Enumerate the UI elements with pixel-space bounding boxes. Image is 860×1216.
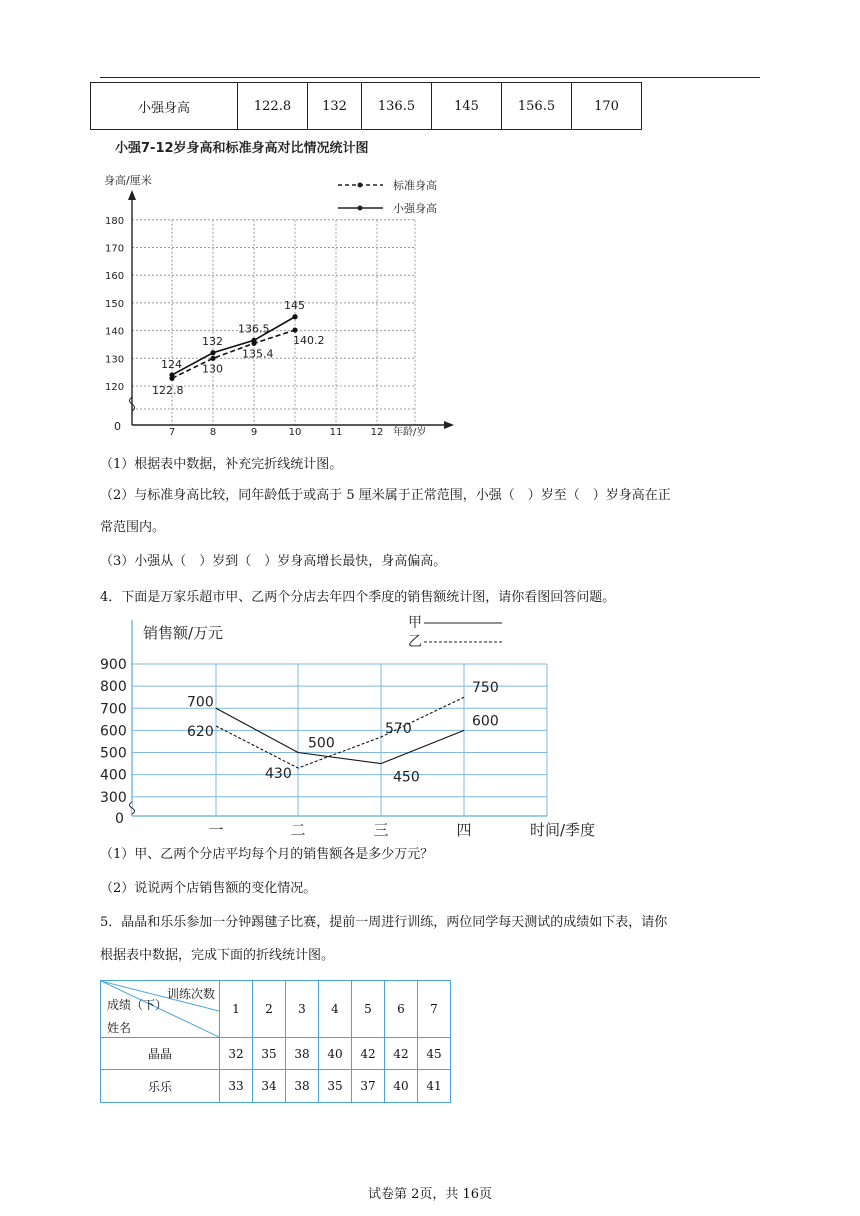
x-tick-label: 10 [288, 427, 302, 438]
table-cell: 37 [352, 1070, 385, 1103]
table-cell: 42 [385, 1038, 418, 1070]
col-header: 2 [253, 981, 286, 1038]
legend-label-jia: 甲 [408, 615, 422, 631]
series-line-jia [216, 708, 464, 763]
table-cell: 145 [432, 83, 502, 130]
y-tick-label: 600 [100, 723, 127, 740]
data-label: 750 [472, 680, 499, 697]
q3-part2b: 常范围内。 [100, 520, 166, 535]
legend-label-yi: 乙 [408, 634, 422, 650]
table-cell: 122.8 [238, 83, 308, 130]
legend-label-standard: 标准身高 [393, 179, 437, 192]
kick-score-table [100, 980, 451, 1103]
y-tick-label: 150 [105, 298, 125, 310]
legend-dot [358, 206, 363, 211]
q4-part1: （1）甲、乙两个分店平均每个月的销售额各是多少万元？ [100, 847, 434, 862]
y-axis-arrow [128, 190, 136, 200]
x-tick-label: 7 [168, 427, 176, 438]
col-header: 5 [352, 981, 385, 1038]
table-row [101, 1038, 451, 1070]
origin-label: 0 [115, 811, 124, 827]
table-cell: 32 [220, 1038, 253, 1070]
table-cell: 38 [286, 1070, 319, 1103]
y-tick-label: 800 [100, 679, 127, 696]
y-tick-label: 120 [105, 382, 125, 393]
data-label: 430 [265, 766, 292, 783]
row-label: 小强身高 [91, 83, 238, 130]
q4-intro: 4．下面是万家乐超市甲、乙两个分店去年四个季度的销售额统计图，请你看图回答问题。 [100, 590, 616, 605]
data-label: 140.2 [293, 334, 325, 348]
diagonal-header [101, 981, 220, 1038]
y-tick-label: 170 [105, 243, 125, 255]
table-cell: 156.5 [502, 83, 572, 130]
data-point [251, 338, 256, 343]
data-label: 130 [202, 362, 223, 376]
table-cell: 35 [319, 1070, 352, 1103]
q5-intro-a: 5．晶晶和乐乐参加一分钟踢毽子比赛，提前一周进行训练，两位同学每天测试的成绩如下表，请你 [100, 915, 668, 930]
page-footer: 试卷第 2页，共 16页 [367, 1187, 493, 1202]
table-cell: 40 [319, 1038, 352, 1070]
x-tick-label: 四 [456, 821, 472, 839]
table-cell: 136.5 [362, 83, 432, 130]
y-tick-label: 700 [100, 701, 127, 718]
height-table [90, 82, 642, 130]
x-tick-label: 9 [250, 427, 258, 438]
q5-intro-b: 根据表中数据，完成下面的折线统计图。 [100, 948, 335, 963]
col-header: 1 [220, 981, 253, 1038]
y-tick-label: 180 [105, 215, 125, 227]
x-tick-label: 11 [329, 427, 343, 438]
row-name: 晶晶 [101, 1038, 220, 1070]
data-point [210, 356, 215, 361]
axis-break [130, 802, 135, 814]
data-label: 450 [393, 769, 420, 786]
series-line-standard [172, 330, 295, 378]
x-tick-label: 8 [209, 427, 217, 438]
table-cell: 42 [352, 1038, 385, 1070]
data-label: 124 [161, 357, 182, 371]
page-top-rule [100, 77, 760, 78]
origin-label: 0 [114, 420, 121, 433]
x-axis-label: 年龄/岁 [393, 427, 427, 438]
x-axis-arrow [444, 421, 454, 429]
data-label: 600 [472, 713, 499, 730]
q3-part2a: （2）与标准身高比较，同年龄低于或高于 5 厘米属于正常范围，小强（ ）岁至（ ）岁身高在正 [100, 488, 671, 503]
header-name: 姓名 [107, 1021, 132, 1035]
height-comparison-chart [100, 130, 480, 445]
row-name: 乐乐 [101, 1070, 220, 1103]
table-cell: 34 [253, 1070, 286, 1103]
header-training-count: 训练次数 [166, 987, 215, 1001]
table-cell: 132 [308, 83, 362, 130]
table-cell: 38 [286, 1038, 319, 1070]
col-header: 4 [319, 981, 352, 1038]
legend-label-xiaoqiang: 小强身高 [393, 202, 437, 215]
table-cell: 41 [418, 1070, 451, 1103]
data-point [169, 372, 174, 377]
data-label: 122.8 [152, 384, 184, 398]
y-tick-label: 900 [100, 657, 127, 673]
table-cell: 35 [253, 1038, 286, 1070]
y-axis-label: 销售额/万元 [143, 624, 224, 642]
table-cell: 170 [572, 83, 642, 130]
table-header-row [101, 981, 451, 1038]
y-tick-label: 140 [105, 326, 125, 338]
x-tick-label: 一 [208, 821, 224, 839]
data-label: 700 [187, 694, 214, 711]
series-line-xiaoqiang [172, 317, 295, 375]
col-header: 6 [385, 981, 418, 1038]
x-axis-label: 时间/季度 [530, 821, 596, 839]
y-tick-label: 300 [100, 789, 127, 806]
chart-title: 小强7-12岁身高和标准身高对比情况统计图 [115, 141, 369, 156]
data-label: 135.4 [242, 347, 274, 361]
q4-part2: （2）说说两个店销售额的变化情况。 [100, 881, 317, 896]
data-label: 132 [202, 334, 223, 348]
table-cell: 45 [418, 1038, 451, 1070]
data-point [292, 327, 297, 332]
y-tick-label: 160 [105, 271, 125, 283]
header-score: 成绩（下） [107, 998, 168, 1012]
q3-part3: （3）小强从（ ）岁到（ ）岁身高增长最快，身高偏高。 [100, 554, 447, 569]
data-label: 136.5 [238, 322, 270, 336]
x-tick-label: 三 [373, 821, 389, 839]
x-tick-label: 12 [370, 427, 384, 438]
data-label: 570 [385, 721, 412, 738]
col-header: 7 [418, 981, 451, 1038]
table-row [91, 83, 642, 130]
table-row [101, 1070, 451, 1103]
table-cell: 40 [385, 1070, 418, 1103]
data-label: 620 [187, 723, 214, 740]
x-tick-label: 二 [290, 821, 306, 839]
data-point [292, 314, 297, 319]
y-tick-label: 500 [100, 745, 127, 762]
q3-part1: （1）根据表中数据，补充完折线统计图。 [100, 457, 343, 472]
data-label: 145 [284, 298, 305, 312]
col-header: 3 [286, 981, 319, 1038]
y-axis-label: 身高/厘米 [104, 174, 152, 187]
data-point [210, 350, 215, 355]
legend-dot [358, 183, 363, 188]
y-tick-label: 130 [105, 354, 125, 366]
sales-chart [98, 612, 618, 844]
data-label: 500 [308, 735, 335, 752]
y-tick-label: 400 [100, 767, 127, 784]
table-cell: 33 [220, 1070, 253, 1103]
